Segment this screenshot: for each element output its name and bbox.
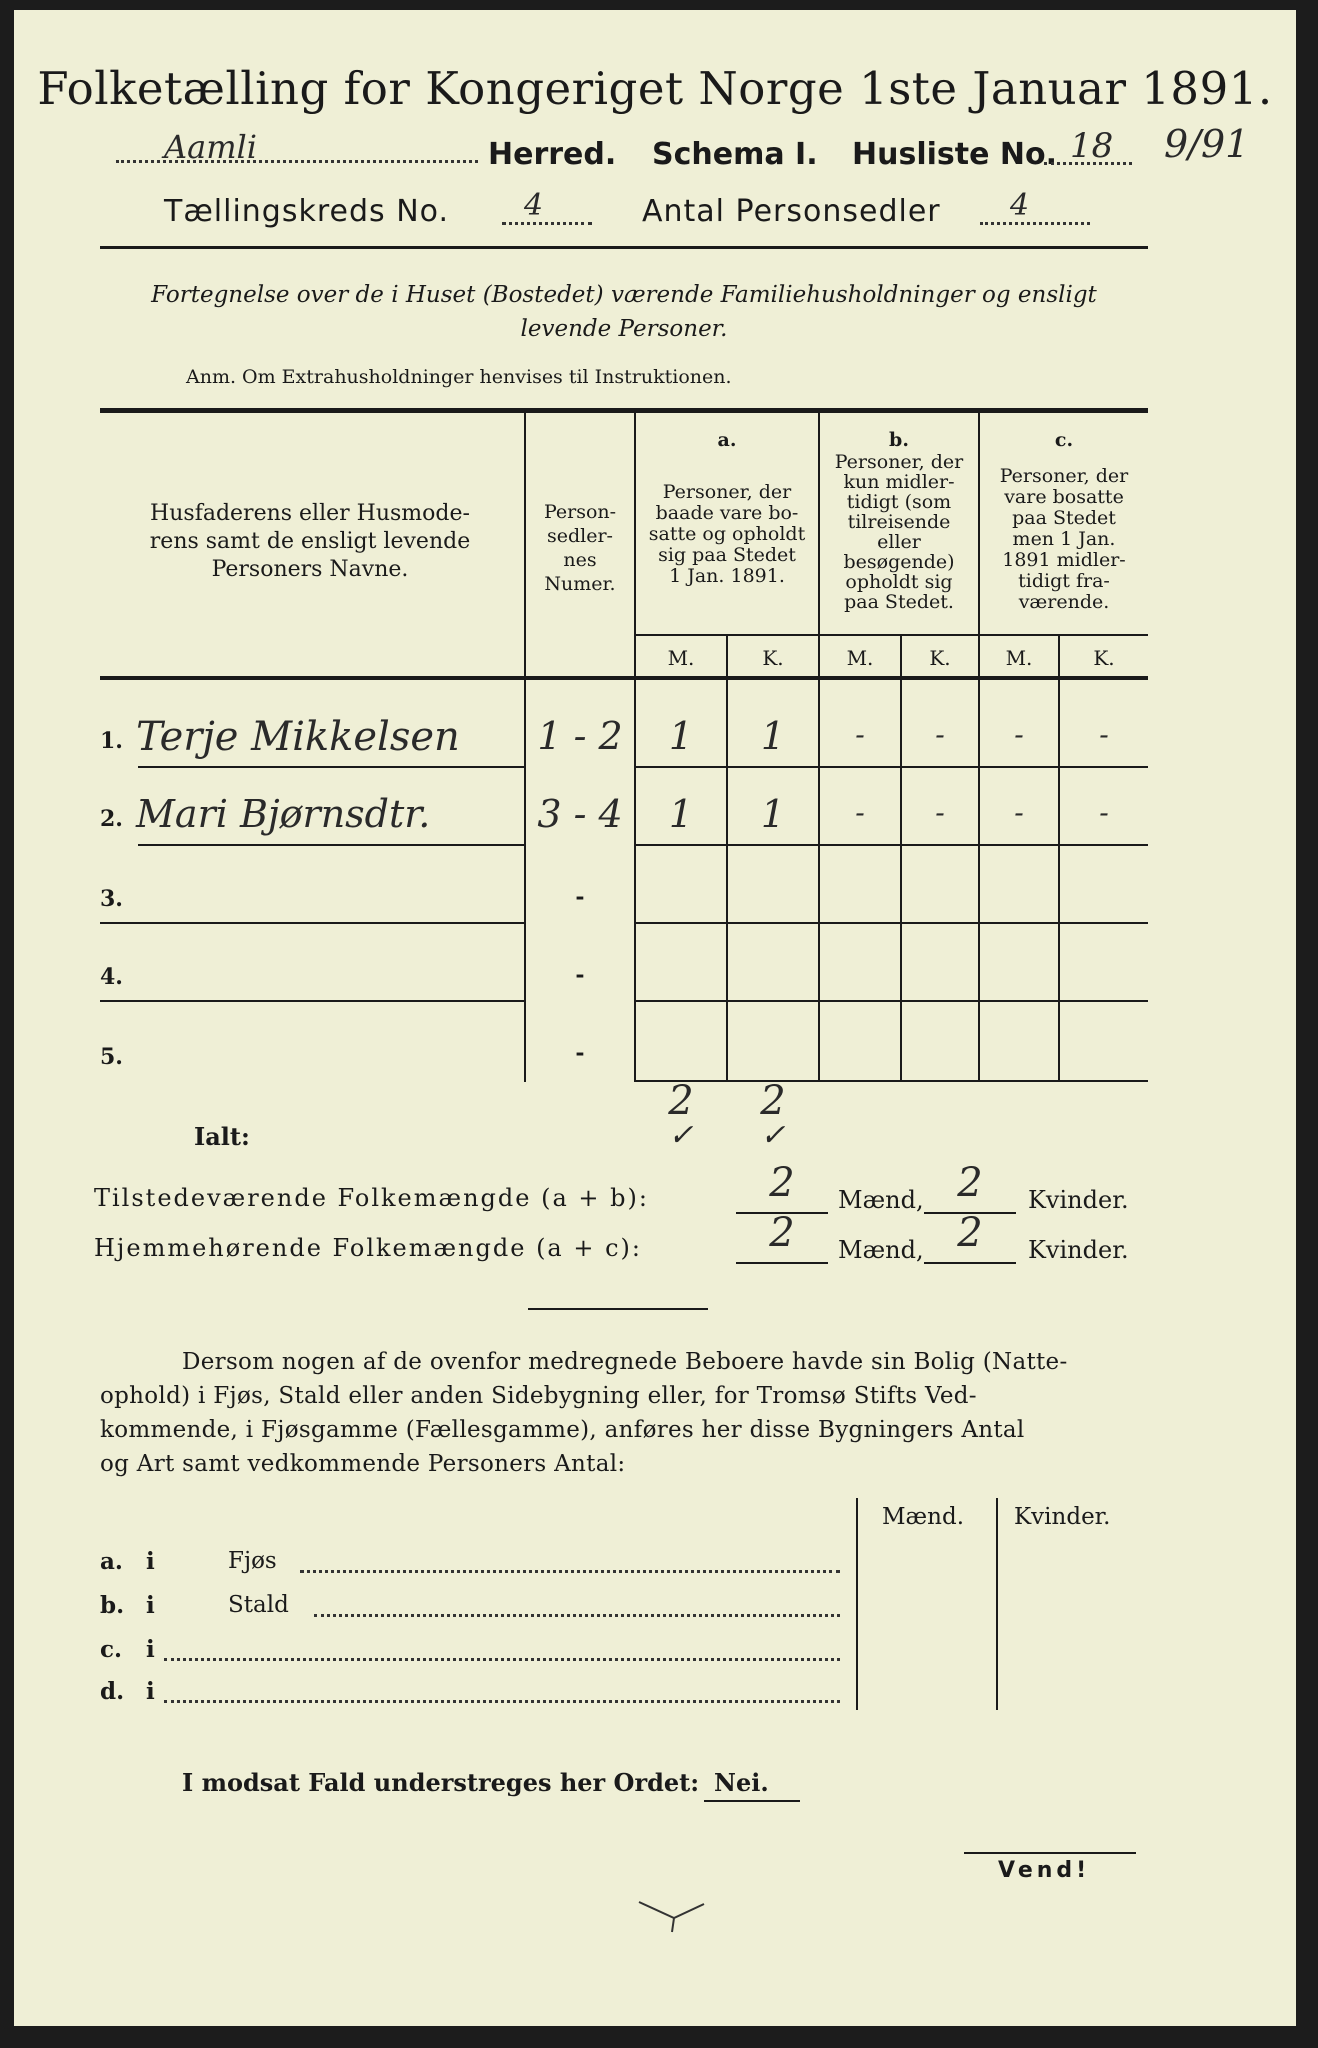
col-c-header-line: paa Stedet [1012, 507, 1116, 529]
col-a-header-line: satte og opholdt [648, 523, 806, 545]
herred-value: Aamli [164, 128, 257, 166]
col-b-header-line: Personer, der [834, 451, 964, 473]
row-sedler: - [575, 962, 585, 988]
row-b-m: - [855, 796, 865, 829]
row-b-k: - [935, 718, 945, 751]
nei-underline [704, 1800, 800, 1802]
kreds-dotted-line [502, 222, 592, 225]
pencil-mark [634, 1896, 714, 1936]
item-prefix: i [146, 1548, 155, 1575]
husliste-label: Husliste No. [852, 137, 1057, 172]
col-b-header-line: tilreisende [847, 511, 951, 533]
census-form-page [14, 10, 1296, 2026]
row-c-m: - [1014, 796, 1024, 829]
lower-col-divider-2 [996, 1498, 998, 1710]
col-c-header-line: men 1 Jan. [1012, 528, 1116, 550]
kreds-value: 4 [524, 188, 544, 223]
col-c-header-line: tidigt fra- [1018, 570, 1110, 592]
row-sedler: - [575, 884, 585, 910]
c-k-label: K. [1093, 646, 1115, 670]
row-rule [138, 766, 524, 768]
col-divider-b-mk [900, 636, 902, 1082]
row-sedler: 1 - 2 [537, 714, 623, 758]
intro-line2: levende Personer. [520, 316, 728, 342]
kreds-label: Tællingskreds No. [164, 194, 449, 229]
paragraph-line: ophold) i Fjøs, Stald eller anden Sidebygning eller, for Tromsø Stifts Ved- [100, 1383, 977, 1409]
separator-rule [528, 1308, 708, 1310]
col-num-header-line: Numer. [544, 573, 616, 595]
lower-maend-header: Mænd. [882, 1504, 965, 1530]
form-title: Folketælling for Kongeriget Norge 1ste Januar 1891. [37, 62, 1273, 115]
tilstede-kvinder: Kvinder. [1028, 1186, 1129, 1214]
item-letter: a. [100, 1548, 123, 1575]
antal-dotted-line [980, 222, 1090, 225]
b-m-label: M. [846, 646, 874, 670]
herred-label: Herred. [488, 137, 617, 172]
b-k-label: K. [929, 646, 951, 670]
col-a-header-line: baade vare bo- [655, 502, 799, 524]
col-c-letter: c. [1054, 429, 1074, 451]
hjemme-k-line [924, 1262, 1016, 1264]
col-b-header-line: opholdt sig [845, 571, 953, 593]
col-a-header-line: sig paa Stedet [658, 544, 796, 566]
ialt-k: 2 [760, 1078, 786, 1124]
row-c-m: - [1014, 718, 1024, 751]
item-label: Fjøs [228, 1548, 277, 1574]
row-rule [634, 844, 1148, 846]
item-prefix: i [146, 1636, 155, 1663]
col-num-header-line: Person- [543, 501, 617, 523]
tilstede-m: 2 [769, 1160, 795, 1206]
row-c-k: - [1099, 718, 1109, 751]
c-m-label: M. [1005, 646, 1033, 670]
item-prefix: i [146, 1592, 155, 1619]
table-top-rule [100, 408, 1148, 413]
row-a-m: 1 [668, 714, 694, 758]
row-number: 4. [100, 964, 123, 990]
mk-header-rule [634, 634, 1148, 636]
item-dotted-line [300, 1570, 840, 1573]
col-name-header [100, 500, 520, 584]
row-name: Terje Mikkelsen [136, 714, 460, 760]
hjemme-kvinder: Kvinder. [1028, 1236, 1129, 1264]
lower-col-divider-1 [856, 1498, 858, 1710]
col-name-header-line: Personers Navne. [211, 557, 409, 582]
hjemme-k: 2 [957, 1210, 983, 1256]
table-header-rule [100, 676, 1148, 680]
col-b-header-line: tidigt (som [846, 491, 952, 513]
row-number: 5. [100, 1044, 123, 1070]
header-rule [100, 246, 1148, 249]
col-b-header-line: kun midler- [843, 471, 955, 493]
col-name-header-line: Husfaderens eller Husmode- [150, 501, 470, 526]
ialt-m-check: ✓ [668, 1118, 694, 1153]
col-b-header-line: paa Stedet. [844, 591, 954, 613]
husliste-value: 18 [1070, 126, 1114, 166]
tilstede-k: 2 [957, 1160, 983, 1206]
row-a-k: 1 [760, 714, 786, 758]
col-a-header [636, 482, 818, 587]
col-num-header-line: nes [563, 549, 597, 571]
ialt-label: Ialt: [194, 1122, 250, 1151]
row-a-k: 1 [760, 792, 786, 836]
hjemme-m-line [736, 1262, 828, 1264]
anm-note: Anm. Om Extrahusholdninger henvises til Instruktionen. [186, 366, 732, 388]
vend-text: Vend! [998, 1858, 1091, 1883]
item-prefix: i [146, 1678, 155, 1705]
row-number: 3. [100, 886, 123, 912]
hjemme-maend: Mænd, [838, 1236, 924, 1264]
row-sedler: 3 - 4 [537, 792, 623, 836]
item-dotted-line [164, 1700, 840, 1703]
row-b-m: - [855, 718, 865, 751]
col-divider-c-mk [1058, 636, 1060, 1082]
col-a-letter: a. [717, 429, 737, 451]
tilstede-maend: Mænd, [838, 1186, 924, 1214]
row-name: Mari Bjørnsdtr. [136, 792, 431, 836]
col-b-header-line: besøgende) [843, 551, 955, 573]
row-number: 2. [100, 806, 123, 832]
antal-value: 4 [1010, 188, 1030, 223]
item-letter: d. [100, 1678, 125, 1705]
col-num-header [526, 500, 634, 596]
item-letter: c. [100, 1636, 123, 1663]
row-rule [634, 766, 1148, 768]
a-m-label: M. [667, 646, 695, 670]
item-dotted-line [164, 1658, 840, 1661]
schema-label: Schema I. [652, 137, 818, 172]
item-dotted-line [314, 1614, 840, 1617]
row-b-k: - [935, 796, 945, 829]
lower-kvinder-header: Kvinder. [1014, 1504, 1111, 1530]
row-sedler: - [575, 1040, 585, 1066]
hjemme-m: 2 [769, 1210, 795, 1256]
row-rule [634, 922, 1148, 924]
nei-word: Nei. [714, 1768, 769, 1797]
item-letter: b. [100, 1592, 125, 1619]
vend-rule [964, 1852, 1136, 1854]
col-num-header-line: sedler- [547, 525, 613, 547]
a-k-label: K. [762, 646, 784, 670]
hjemme-label: Hjemmehørende Folkemængde (a + c): [94, 1234, 642, 1262]
row-rule [100, 1000, 524, 1002]
col-c-header-line: Personer, der [999, 465, 1129, 487]
row-rule [138, 844, 524, 846]
row-rule [100, 922, 524, 924]
col-c-header-line: vare bosatte [1004, 486, 1124, 508]
row-number: 1. [100, 728, 123, 754]
date-note: 9/91 [1164, 122, 1250, 166]
col-b-header-line: eller [877, 531, 921, 553]
ialt-m: 2 [668, 1078, 694, 1124]
row-a-m: 1 [668, 792, 694, 836]
tilstede-label: Tilstedeværende Folkemængde (a + b): [94, 1184, 649, 1212]
intro-line1: Fortegnelse over de i Huset (Bostedet) værende Familiehusholdninger og ensligt [151, 282, 1097, 308]
antal-label: Antal Personsedler [642, 194, 941, 229]
paragraph-line: kommende, i Fjøsgamme (Fællesgamme), anføres her disse Bygningers Antal [100, 1417, 1025, 1443]
col-name-header-line: rens samt de ensligt levende [149, 529, 471, 554]
row-rule [634, 1000, 1148, 1002]
col-divider-a-mk [726, 636, 728, 1082]
col-b-header [820, 452, 978, 612]
col-a-header-line: Personer, der [662, 481, 792, 503]
col-c-header-line: 1891 midler- [1002, 549, 1126, 571]
item-label: Stald [228, 1592, 289, 1618]
paragraph-line: Dersom nogen af de ovenfor medregnede Beboere havde sin Bolig (Natte- [182, 1349, 1068, 1375]
modsat-text: I modsat Fald understreges her Ordet: [182, 1768, 700, 1797]
col-a-header-line: 1 Jan. 1891. [669, 565, 785, 587]
ialt-k-check: ✓ [760, 1118, 786, 1153]
row-c-k: - [1099, 796, 1109, 829]
col-c-header-line: værende. [1018, 591, 1110, 613]
col-b-letter: b. [889, 429, 909, 451]
paragraph-line: og Art samt vedkommende Personers Antal: [100, 1451, 626, 1477]
col-c-header [980, 466, 1148, 613]
